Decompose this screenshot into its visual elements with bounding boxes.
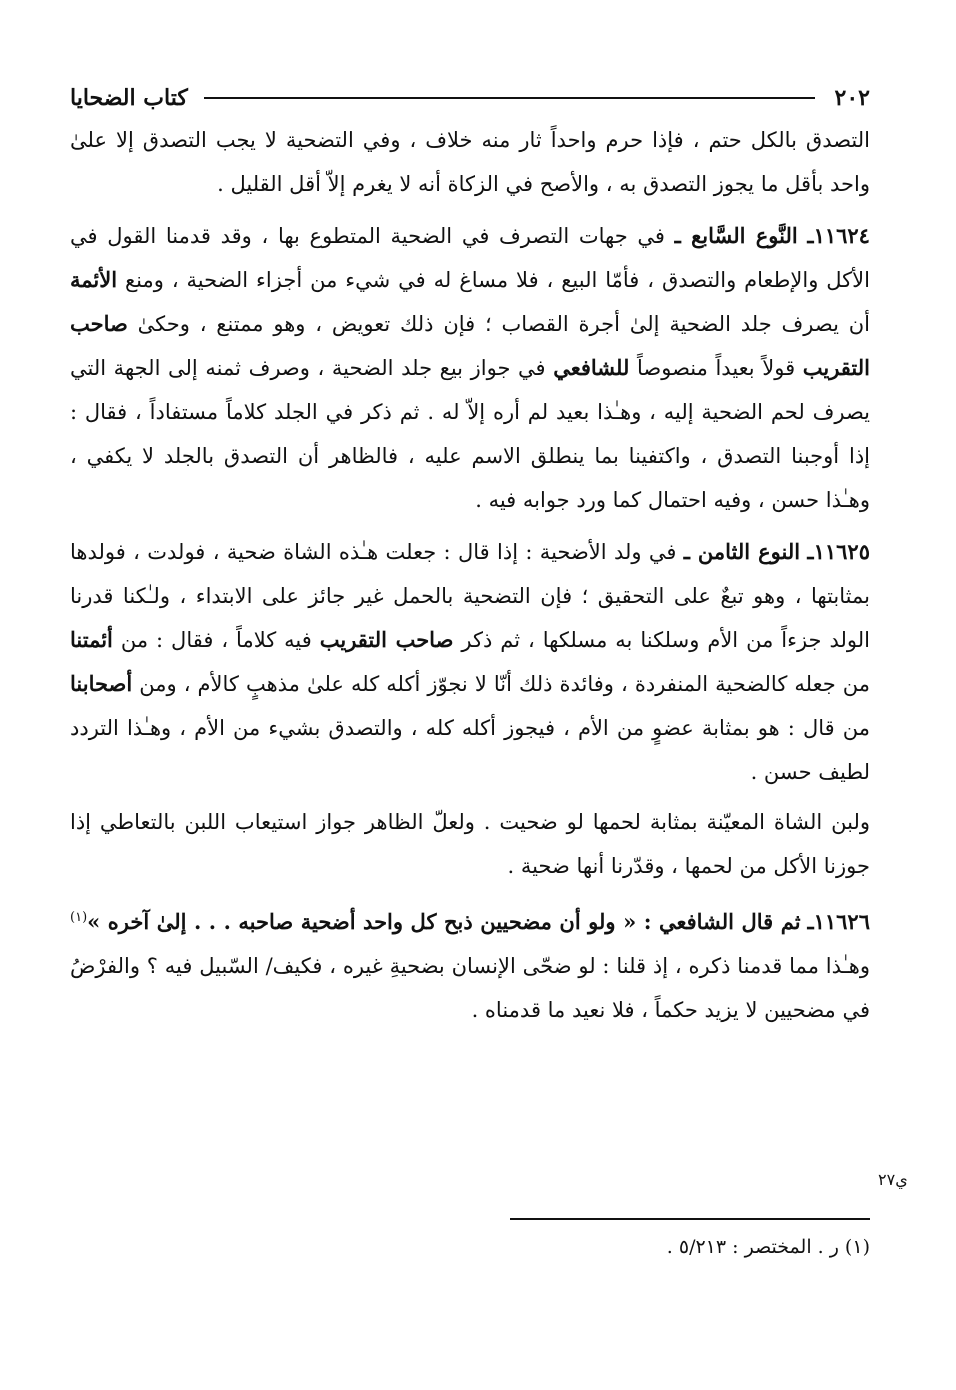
paragraph-text: ولبن الشاة المعيّنة بمثابة لحمها لو ضحيت . ولعلّ الظاهر جواز استيعاب اللبن بالتعاطي إذا جوزنا الأكل من لحمها ، وقدّرنا أنها ضحية . [70, 810, 870, 878]
paragraph-heading: النَّوع السَّابع ـ [674, 223, 798, 248]
paragraph-continuation [70, 118, 870, 206]
book-title: كتاب الضحايا [70, 85, 188, 111]
paragraph-text: في جواز بيع جلد الضحية ، وصرف ثمنه إلى الجهة التي يصرف لحم الضحية إليه ، وهـٰذا بعيد لم أره إلاّ له . ثم ذكر في الجلد كلاماً مستفاداً ، فقال : إذا أوجبنا التصدق ، واكتفينا بما ينطلق الاسم عليه ، فالظاهر أن التصدق بالجلد لا يكفي ، وهـٰذا حسن ، وفيه احتمال كما ورد جوابه فيه . [70, 356, 870, 512]
footnote-rule [510, 1218, 870, 1220]
bold-term: صاحب التقريب [319, 627, 454, 652]
bold-term: أئمتنا [70, 627, 113, 652]
bold-term: أصحابنا [70, 671, 133, 696]
bold-term: الأئمة [70, 267, 118, 292]
bold-term: للشافعي [553, 355, 630, 380]
page-number: ٢٠٢ [834, 85, 870, 111]
margin-manuscript-note: ي٢٧ [878, 1170, 908, 1189]
paragraph-text: فيه كلاماً ، فقال : من [112, 628, 320, 652]
paragraph-heading: ثم قال الشافعي : « ولو أن مضحيين ذبح كل واحد أضحية صاحبه . . . إلىٰ آخره » [87, 909, 801, 934]
footnote: (١) ر . المختصر : ٥/٢١٣ . [666, 1236, 870, 1258]
paragraph-11625 [70, 530, 870, 794]
paragraph-heading: النوع الثامن ـ [683, 539, 801, 564]
paragraph-text: وهـٰذا مما قدمنا ذكره ، إذ قلنا : لو ضحّى الإنسان بضحيةِ غيره ، فكيف/ السّبيل فيه ؟ والفرْضُ في مضحيين لا يزيد حكماً ، فلا نعيد ما قدمناه . [70, 954, 870, 1022]
page-header [70, 78, 870, 118]
paragraph-number: ١١٦٢٦ـ [807, 909, 870, 934]
page-body [70, 78, 870, 1032]
paragraph-milk [70, 800, 870, 888]
paragraph-number: ١١٦٢٤ـ [807, 223, 870, 248]
paragraph-number: ١١٦٢٥ـ [807, 539, 870, 564]
footnote-reference[interactable]: (١) [70, 910, 88, 925]
paragraph-text: في ولد الأضحية : إذا قال : جعلت هـٰذه الشاة ضحية ، فولدت ، فولدها بمثابتها ، وهو تبعٌ على التحقيق ؛ فإن التضحية بالحمل غير جائز على الابتداء ، ولـٰكنا قدرنا الولد جزءاً من الأم وسلكنا به مسلكها ، ثم ذكر [70, 540, 870, 652]
bold-term: صاحب التقريب [70, 311, 870, 380]
paragraph-text: من جعله كالضحية المنفردة ، وفائدة ذلك أنّا لا نجوّز أكله كله علىٰ مذهبٍ كالأم ، ومن [132, 672, 870, 696]
paragraph-text: قولاً بعيداً منصوصاً [629, 356, 803, 380]
paragraph-text: في جهات التصرف في الضحية المتطوع بها ، وقد قدمنا القول في الأكل والإطعام والتصدق ، فأمّا البيع ، فلا مساغ له في شيء من أجزاء الضحية ، ومنع [70, 224, 870, 292]
paragraph-text: أن يصرف جلد الضحية إلىٰ أجرة القصاب ؛ فإن ذلك تعويض ، وهو ممتنع ، وحكىٰ [127, 312, 870, 336]
paragraph-text: التصدق بالكل حتم ، فإذا حرم واحداً ثار منه خلاف ، وفي التضحية لا يجب التصدق إلا علىٰ واحد بأقل ما يجوز التصدق به ، والأصح في الزكاة أنه لا يغرم إلاّ أقل القليل . [70, 128, 870, 196]
paragraph-text: من قال : هو بمثابة عضوٍ من الأم ، فيجوز أكله كله ، والتصدق بشيء من الأم ، وهـٰذا التردد لطيف حسن . [70, 716, 870, 784]
paragraph-11624 [70, 214, 870, 522]
paragraph-11626 [70, 896, 870, 1032]
header-rule [204, 97, 815, 99]
